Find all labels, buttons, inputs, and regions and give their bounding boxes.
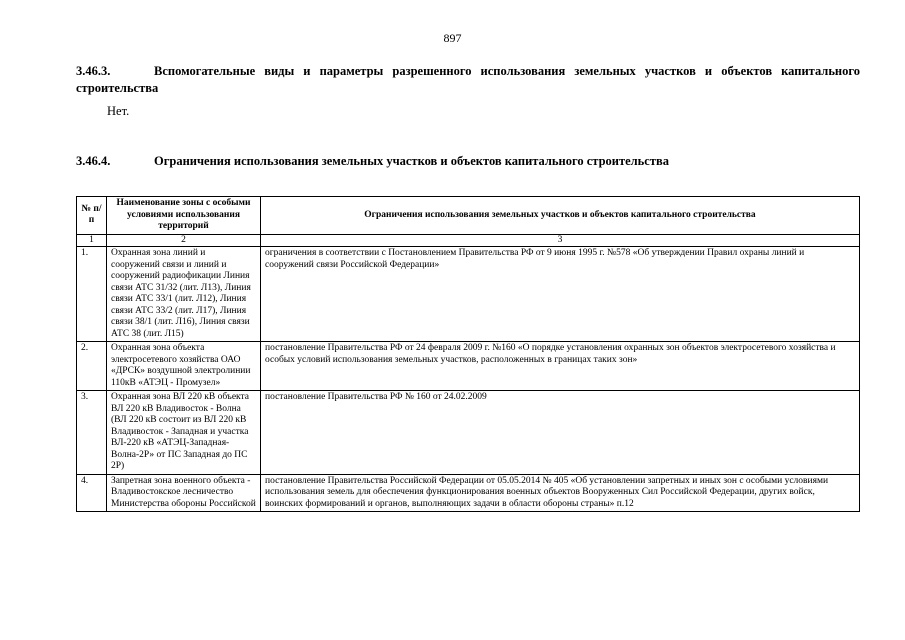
restriction-text: постановление Правительства Российской Федерации от 05.05.2014 № 405 «Об установлении запретных и иных зон с особыми условиями использования земель для обеспечения функционирования военных объектов Вооруженных Сил Российской Федерации, других войск, воинских формирований и органов, выполняющих задачи в области обороны страны» п.12 [261,474,860,512]
zone-name: Охранная зона ВЛ 220 кВ объекта ВЛ 220 кВ Владивосток - Волна (ВЛ 220 кВ состоит из ВЛ 220 кВ Владивосток - Западная и участка ВЛ-220 кВ «АТЭЦ-Западная-Волна-2Р» от ПС Западная до ПС 2Р) [107,391,261,475]
row-number: 2. [77,342,107,391]
header-zone-name: Наименование зоны с особыми условиями использования территорий [107,197,261,235]
header-number: № п/п [77,197,107,235]
zone-name: Охранная зона объекта электросетевого хозяйства ОАО «ДРСК» воздушной электролинии 110кВ «АТЭЦ - Промузел» [107,342,261,391]
row-number: 1. [77,247,107,342]
restriction-text: постановление Правительства РФ от 24 февраля 2009 г. №160 «О порядке установления охранных зон объектов электросетевого хозяйства и особых условий использования земельных участков, расположенных в границах таких зон» [261,342,860,391]
zone-name: Запретная зона военного объекта - Владивостокское лесничество Министерства обороны Российской [107,474,261,512]
section-number: 3.46.4. [76,154,111,168]
table-index-row [77,234,860,247]
table-row [77,247,860,342]
index-cell: 2 [107,234,261,247]
section-body-text: Нет. [107,104,130,118]
restrictions-table [76,196,860,512]
row-number: 3. [77,391,107,475]
table-header-row [77,197,860,235]
page-number: 897 [443,31,462,45]
zone-name: Охранная зона линий и сооружений связи и линий и сооружений радиофикации Линия связи АТС 31/32 (лит. Л13), Линия связи АТС 33/1 (лит. Л12), Линия связи АТС 33/2 (лит. Л17), Линия связи 38/1 (лит. Л16), Линия связи АТС 38 (лит. Л15) [107,247,261,342]
index-cell: 3 [261,234,860,247]
section-number: 3.46.3. [76,64,111,78]
row-number: 4. [77,474,107,512]
restriction-text: ограничения в соответствии с Постановлением Правительства РФ от 9 июня 1995 г. №578 «Об утверждении Правил охраны линий и сооружений связи Российской Федерации» [261,247,860,342]
restriction-text: постановление Правительства РФ № 160 от 24.02.2009 [261,391,860,475]
table-row [77,391,860,475]
header-restrictions: Ограничения использования земельных участков и объектов капитального строительства [261,197,860,235]
section-heading-3-46-3 [76,63,860,97]
table-row [77,474,860,512]
table-row [77,342,860,391]
section-heading-3-46-4 [76,153,860,170]
section-title: Ограничения использования земельных участков и объектов капитального строительства [154,154,669,168]
section-title: Вспомогательные виды и параметры разрешенного использования земельных участков и объектов капитального строительства [76,64,860,95]
index-cell: 1 [77,234,107,247]
